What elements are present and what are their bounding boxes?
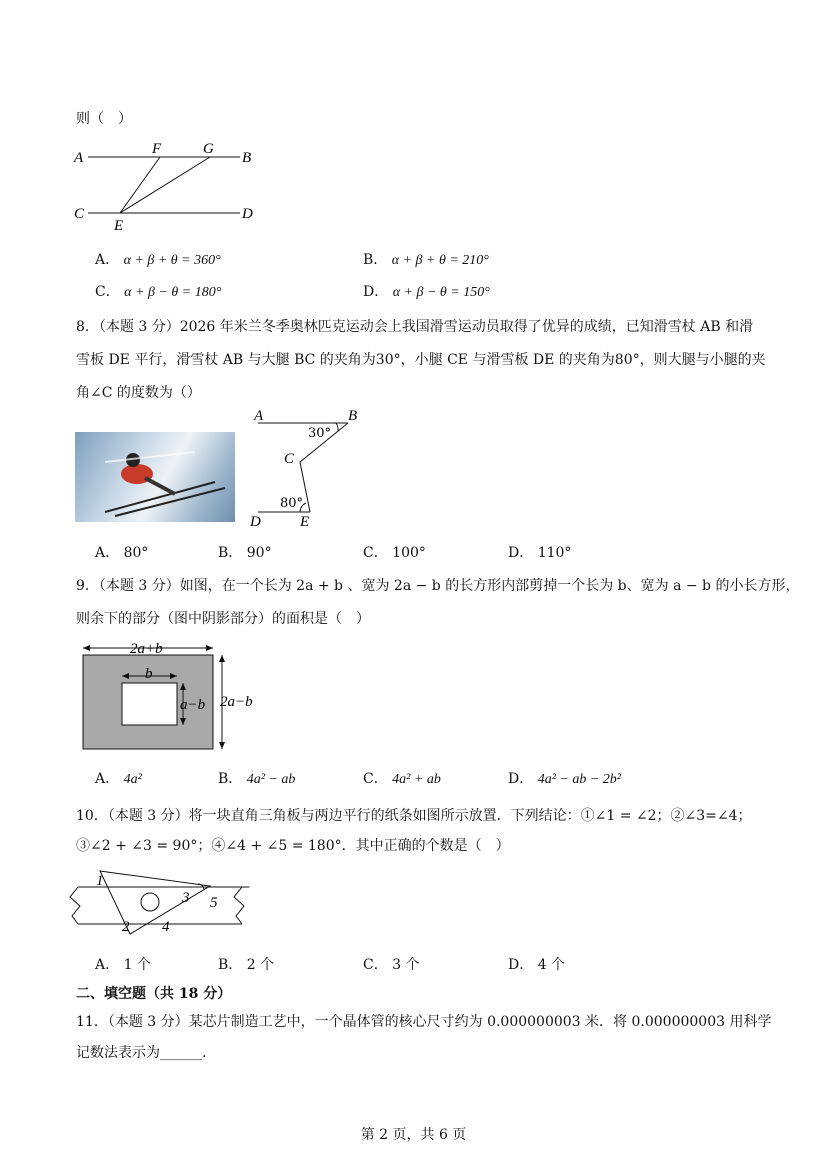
q7-label-c: C bbox=[74, 206, 85, 222]
q8-label-e: E bbox=[300, 514, 310, 530]
q7-label-e: E bbox=[114, 218, 124, 234]
q10-option-d[interactable]: D． 4 个 bbox=[508, 957, 566, 973]
q8-option-a[interactable]: A． 80° bbox=[95, 545, 149, 561]
q8-label-c: C bbox=[284, 451, 295, 467]
q10-angle-1: 1 bbox=[96, 873, 104, 889]
q8-stem-line2: 雪板 DE 平行，滑雪杖 AB 与大腿 BC 的夹角为30°，小腿 CE 与滑雪板 DE 的夹角为80°，则大腿与小腿的夹 bbox=[76, 352, 766, 368]
skier-photo bbox=[75, 432, 235, 522]
q7-label-a: A bbox=[74, 150, 84, 166]
q10-stem-line1: 10．（本题 3 分）将一块直角三角板与两边平行的纸条如图所示放置．下列结论：①∠1 = ∠2；②∠3=∠4； bbox=[76, 808, 752, 824]
skier-illustration bbox=[75, 432, 235, 522]
q7-option-b[interactable]: B． α + β + θ = 210° bbox=[363, 252, 489, 268]
q7-figure bbox=[70, 140, 270, 235]
q9-option-c[interactable]: C． 4a² + ab bbox=[363, 771, 441, 787]
q9-option-a[interactable]: A． 4a² bbox=[95, 771, 142, 787]
q8-label-a: A bbox=[254, 408, 264, 424]
q7-label-b: B bbox=[242, 150, 252, 166]
q10-option-c[interactable]: C． 3 个 bbox=[363, 957, 420, 973]
q8-label-b: B bbox=[348, 408, 358, 424]
q7-label-f: F bbox=[152, 141, 162, 157]
q9-label-right: 2a−b bbox=[220, 694, 253, 710]
q8-figure bbox=[250, 405, 370, 530]
q7-stem-tail: 则（ ） bbox=[76, 111, 132, 127]
q9-figure bbox=[80, 638, 270, 753]
q8-angle-b: 30° bbox=[308, 426, 332, 441]
q9-label-top: 2a+b bbox=[130, 641, 163, 657]
q7-option-d[interactable]: D． α + β − θ = 150° bbox=[363, 284, 490, 300]
q9-label-inner-top: b bbox=[145, 666, 153, 682]
q9-stem-line2: 则余下的部分（图中阴影部分）的面积是（ ） bbox=[76, 611, 370, 627]
q8-option-b[interactable]: B． 90° bbox=[218, 545, 272, 561]
q10-angle-2: 2 bbox=[122, 919, 130, 935]
q10-stem-line2: ③∠2 + ∠3 = 90°；④∠4 + ∠5 = 180°．其中正确的个数是（ ） bbox=[76, 838, 510, 854]
q10-option-a[interactable]: A． 1 个 bbox=[95, 957, 151, 973]
q10-angle-5: 5 bbox=[210, 895, 218, 911]
q9-label-inner-side: a−b bbox=[180, 697, 206, 713]
q10-option-b[interactable]: B． 2 个 bbox=[218, 957, 275, 973]
q8-stem-line1: 8．（本题 3 分）2026 年米兰冬季奥林匹克运动会上我国滑雪运动员取得了优异的成绩，已知滑雪杖 AB 和滑 bbox=[76, 319, 754, 335]
q7-option-a[interactable]: A． α + β + θ = 360° bbox=[95, 252, 221, 268]
q8-stem-line3: 角∠C 的度数为（） bbox=[76, 385, 201, 401]
q10-figure bbox=[70, 864, 260, 939]
q10-angle-4: 4 bbox=[162, 919, 170, 935]
page-footer: 第 2 页，共 6 页 bbox=[360, 1127, 467, 1143]
section-fill-in-title: 二、填空题（共 18 分） bbox=[76, 986, 232, 1002]
q7-label-d: D bbox=[242, 206, 253, 222]
q7-option-c[interactable]: C． α + β − θ = 180° bbox=[95, 284, 222, 300]
q11-stem-line2: 记数法表示为______. bbox=[76, 1045, 207, 1061]
q8-option-c[interactable]: C． 100° bbox=[363, 545, 426, 561]
q11-stem-line1: 11．（本题 3 分）某芯片制造工艺中，一个晶体管的核心尺寸约为 0.000000003 米．将 0.000000003 用科学 bbox=[76, 1014, 772, 1030]
q9-stem-line1: 9．（本题 3 分）如图，在一个长为 2a + b 、宽为 2a − b 的长方形内部剪掉一个长为 b、宽为 a − b 的小长方形， bbox=[76, 578, 800, 594]
q8-label-d: D bbox=[250, 514, 261, 530]
q9-option-b[interactable]: B． 4a² − ab bbox=[218, 771, 296, 787]
q9-option-d[interactable]: D． 4a² − ab − 2b² bbox=[508, 771, 621, 787]
q8-option-d[interactable]: D． 110° bbox=[508, 545, 572, 561]
q8-angle-e: 80° bbox=[280, 496, 304, 511]
q7-label-g: G bbox=[203, 141, 214, 157]
q10-angle-3: 3 bbox=[182, 890, 190, 906]
